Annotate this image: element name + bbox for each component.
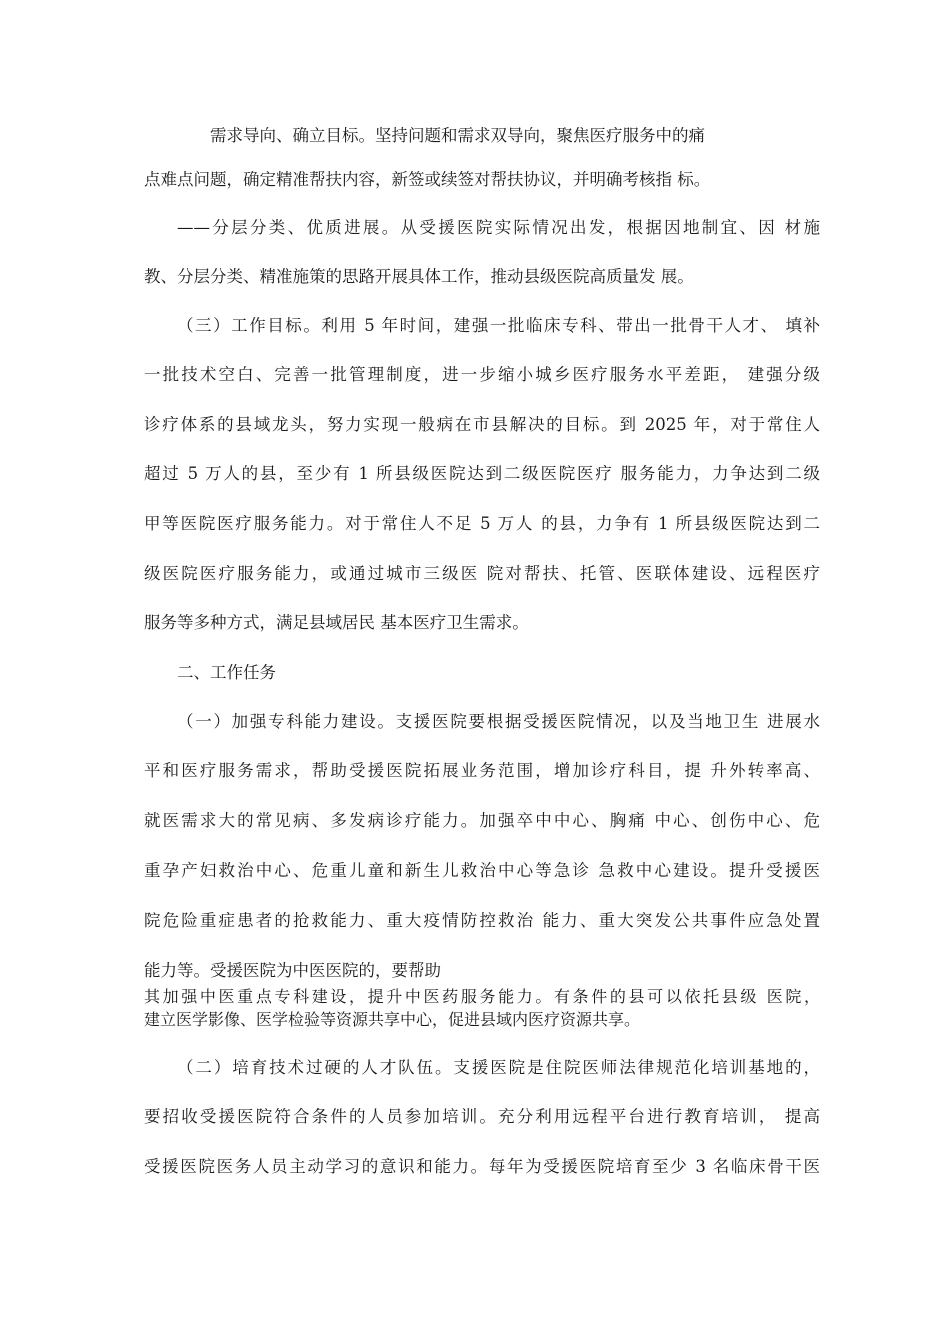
text-line: 其加强中医重点专科建设，提升中医药服务能力。有条件的县可以依托县级 医院，: [144, 987, 820, 1006]
text-line: （三）工作目标。利用 5 年时间，建强一批临床专科、带出一批骨干人才、 填补: [177, 316, 820, 335]
text-line: 教、分层分类、精准施策的思路开展具体工作，推动县级医院高质量发 展。: [144, 267, 694, 286]
text-line: ——分层分类、优质进展。从受援医院实际情况出发，根据因地制宜、因 材施: [177, 218, 820, 237]
text-line: 就医需求大的常见病、多发病诊疗能力。加强卒中中心、胸痛 中心、创伤中心、危: [144, 811, 820, 830]
text-line: 院危险重症患者的抢救能力、重大疫情防控救治 能力、重大突发公共事件应急处置: [144, 911, 820, 930]
section-heading: 二、工作任务: [177, 663, 276, 682]
text-line: 要招收受援医院符合条件的人员参加培训。充分利用远程平台进行教育培训， 提高: [144, 1107, 820, 1126]
text-line: 超过 5 万人的县，至少有 1 所县级医院达到二级医院医疗 服务能力，力争达到二级: [144, 464, 820, 483]
text-line: 服务等多种方式，满足县域居民 基本医疗卫生需求。: [144, 613, 529, 632]
text-line: 能力等。受援医院为中医医院的，要帮助: [144, 961, 441, 980]
text-line: 一批技术空白、完善一批管理制度，进一步缩小城乡医疗服务水平差距， 建强分级: [144, 365, 820, 384]
text-line: 甲等医院医疗服务能力。对于常住人不足 5 万人 的县，力争有 1 所县级医院达到二: [144, 514, 820, 533]
text-line: 受援医院医务人员主动学习的意识和能力。每年为受援医院培育至少 3 名临床骨干医: [144, 1157, 820, 1176]
text-line: 需求导向、确立目标。坚持问题和需求双导向，聚焦医疗服务中的痛: [210, 126, 705, 145]
text-line: （二）培育技术过硬的人才队伍。支援医院是住院医师法律规范化培训基地的，: [177, 1058, 820, 1077]
text-line: 平和医疗服务需求，帮助受援医院拓展业务范围，增加诊疗科目，提 升外转率高、: [144, 761, 820, 780]
text-line: 点难点问题，确定精准帮扶内容，新签或续签对帮扶协议，并明确考核指 标。: [144, 170, 711, 189]
text-line: 重孕产妇救治中心、危重儿童和新生儿救治中心等急诊 急救中心建设。提升受援医: [144, 861, 820, 880]
text-line: 级医院医疗服务能力，或通过城市三级医 院对帮扶、托管、医联体建设、远程医疗: [144, 564, 820, 583]
text-line: （一）加强专科能力建设。支援医院要根据受援医院情况，以及当地卫生 进展水: [177, 712, 820, 731]
text-line: 建立医学影像、医学检验等资源共享中心，促进县域内医疗资源共享。: [144, 1010, 641, 1029]
text-line: 诊疗体系的县域龙头，努力实现一般病在市县解决的目标。到 2025 年，对于常住人: [144, 415, 820, 434]
